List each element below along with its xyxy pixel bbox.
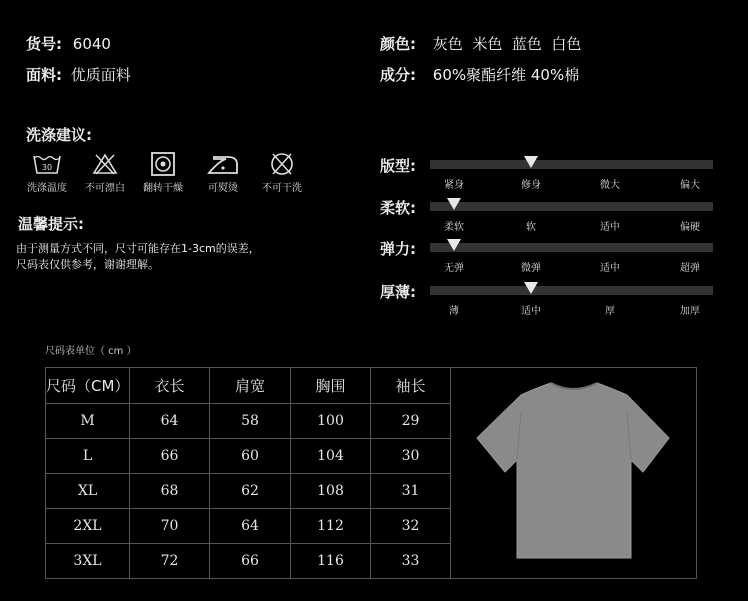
- table-cell: 66: [130, 439, 210, 474]
- table-cell: M: [46, 404, 130, 439]
- color-values: 灰色 米色 蓝色 白色: [432, 35, 582, 53]
- iron-icon: [193, 150, 253, 178]
- table-cell: 100: [291, 404, 371, 439]
- wash-30-icon: [17, 150, 77, 178]
- table-cell: 33: [371, 544, 451, 579]
- attribute-option: 适中: [600, 222, 620, 233]
- table-cell: 60: [210, 439, 291, 474]
- attribute-option: 微大: [600, 180, 620, 191]
- care-item-iron: [193, 150, 253, 194]
- item-number-value: 6040: [72, 35, 111, 53]
- column-header: 尺码（CM）: [46, 368, 130, 404]
- table-cell: 68: [130, 474, 210, 509]
- table-cell: 112: [291, 509, 371, 544]
- attribute-label: 弹力:: [380, 240, 416, 258]
- notice-title: 温馨提示:: [18, 215, 84, 233]
- column-header: 肩宽: [210, 368, 291, 404]
- table-cell: 72: [130, 544, 210, 579]
- column-header: 袖长: [371, 368, 451, 404]
- table-row: [46, 509, 451, 544]
- item-number-label: 货号:: [26, 35, 62, 53]
- composition-value: 60%聚酯纤维 40%棉: [432, 66, 580, 84]
- fabric-label: 面料:: [26, 66, 62, 84]
- tshirt-image: [450, 367, 697, 579]
- svg-text:30: 30: [41, 163, 53, 172]
- care-label: 可熨烫: [208, 183, 238, 194]
- table-cell: 32: [371, 509, 451, 544]
- color-label: 颜色:: [380, 35, 416, 53]
- attribute-marker: [524, 156, 538, 168]
- table-cell: 62: [210, 474, 291, 509]
- no-dry-clean-icon: [252, 150, 312, 178]
- size-table: [45, 367, 451, 579]
- attribute-option: 偏大: [680, 180, 700, 191]
- table-cell: 64: [210, 509, 291, 544]
- attribute-option: 适中: [600, 263, 620, 274]
- table-cell: 3XL: [46, 544, 130, 579]
- table-cell: 116: [291, 544, 371, 579]
- notice-line-2: 尺码表仅供参考，谢谢理解。: [16, 258, 159, 271]
- attribute-option: 薄: [449, 306, 459, 317]
- table-cell: 2XL: [46, 509, 130, 544]
- attribute-option: 紧身: [444, 180, 464, 191]
- attribute-option: 超弹: [680, 263, 700, 274]
- column-header: 胸围: [291, 368, 371, 404]
- attribute-marker: [447, 239, 461, 251]
- table-cell: 108: [291, 474, 371, 509]
- table-cell: 30: [371, 439, 451, 474]
- tshirt-icon: [451, 368, 696, 578]
- table-row: [46, 439, 451, 474]
- attribute-option: 微弹: [521, 263, 541, 274]
- size-unit-label: 尺码表单位（ cm ）: [45, 346, 137, 357]
- attribute-bar: [430, 160, 713, 169]
- table-cell: L: [46, 439, 130, 474]
- attribute-option: 软: [526, 222, 536, 233]
- no-bleach-icon: [75, 150, 135, 178]
- column-header: 衣长: [130, 368, 210, 404]
- table-cell: 104: [291, 439, 371, 474]
- attribute-bar: [430, 286, 713, 295]
- table-cell: 66: [210, 544, 291, 579]
- fabric: [26, 64, 131, 85]
- attribute-label: 厚薄:: [380, 283, 416, 301]
- item-number: [26, 33, 111, 54]
- table-cell: 29: [371, 404, 451, 439]
- attribute-option: 偏硬: [680, 222, 700, 233]
- care-label: 翻转干燥: [143, 183, 183, 194]
- care-title: 洗涤建议:: [26, 126, 92, 144]
- care-label: 不可干洗: [262, 183, 302, 194]
- notice-line-1: 由于测量方式不同，尺寸可能存在1-3cm的误差，: [16, 242, 260, 255]
- table-row: [46, 474, 451, 509]
- table-cell: 31: [371, 474, 451, 509]
- fabric-value: 优质面料: [70, 66, 131, 84]
- care-label: 洗涤温度: [27, 183, 67, 194]
- attribute-option: 修身: [521, 180, 541, 191]
- table-cell: XL: [46, 474, 130, 509]
- attribute-option: 适中: [521, 306, 541, 317]
- attribute-bar: [430, 243, 713, 252]
- attribute-marker: [524, 282, 538, 294]
- care-item-bleach: [75, 150, 135, 194]
- composition-label: 成分:: [380, 66, 416, 84]
- attribute-marker: [447, 198, 461, 210]
- care-label: 不可漂白: [85, 183, 125, 194]
- color-info: [380, 33, 581, 54]
- attribute-option: 加厚: [680, 306, 700, 317]
- attribute-option: 厚: [605, 306, 615, 317]
- attribute-option: 柔软: [444, 222, 464, 233]
- care-item-dry-clean: [252, 150, 312, 194]
- care-item-dry: [133, 150, 193, 194]
- table-header-row: [46, 368, 451, 404]
- attribute-label: 柔软:: [380, 199, 416, 217]
- composition-info: [380, 64, 579, 85]
- attribute-option: 无弹: [444, 263, 464, 274]
- table-row: [46, 544, 451, 579]
- table-cell: 64: [130, 404, 210, 439]
- table-cell: 70: [130, 509, 210, 544]
- attribute-label: 版型:: [380, 157, 416, 175]
- tumble-dry-icon: [133, 150, 193, 178]
- attribute-bar: [430, 202, 713, 211]
- care-item-wash: [17, 150, 77, 194]
- table-row: [46, 404, 451, 439]
- table-cell: 58: [210, 404, 291, 439]
